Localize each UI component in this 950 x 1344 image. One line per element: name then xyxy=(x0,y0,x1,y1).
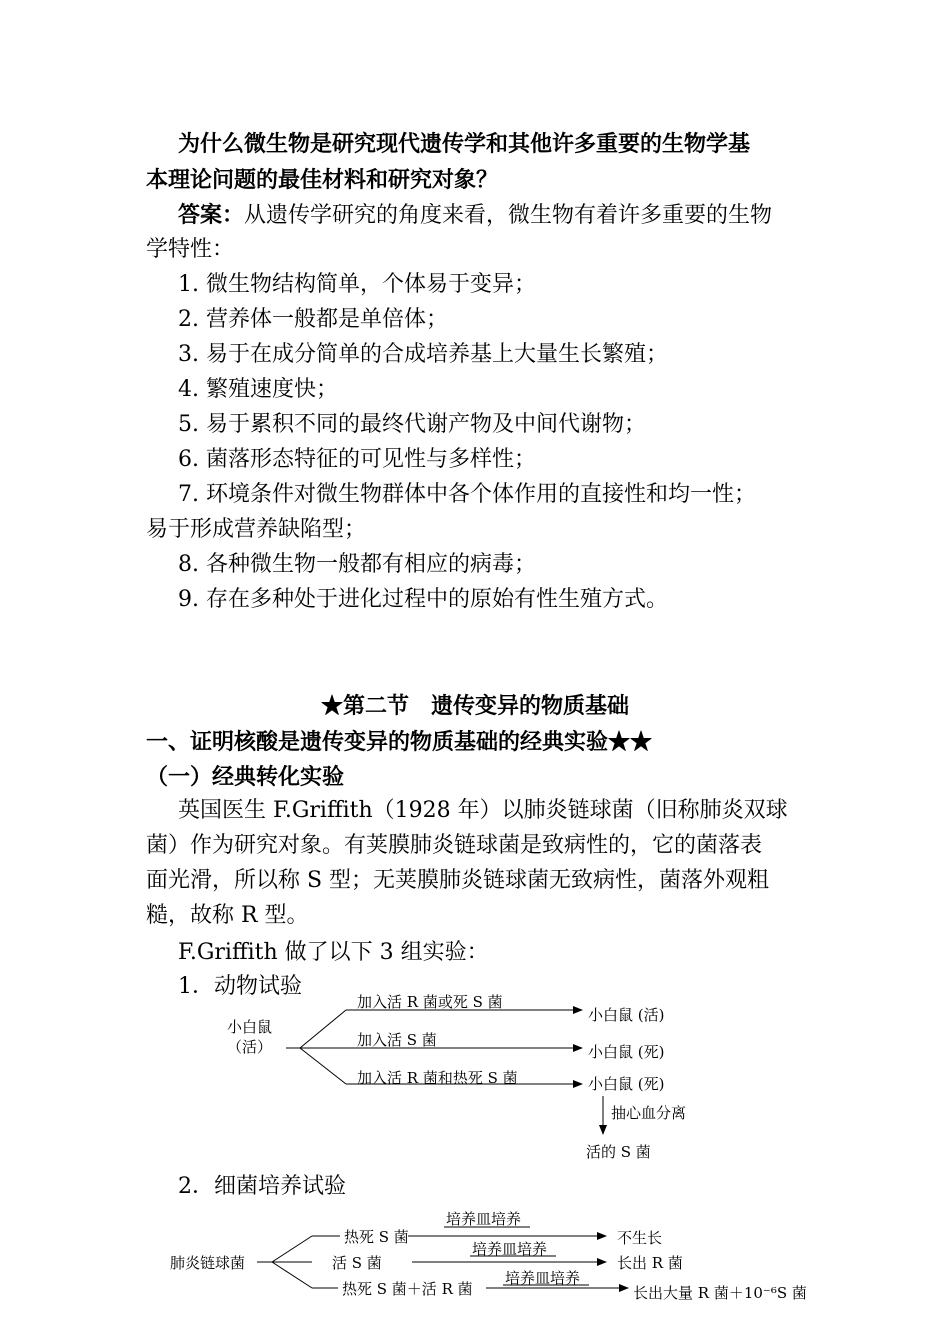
paragraph-line: 英国医生 F.Griffith（1928 年）以肺炎链球菌（旧称肺炎双球 xyxy=(178,798,788,823)
exp2-input: 热死 S 菌＋活 R 菌 xyxy=(342,1280,473,1298)
answer-label: 答案： xyxy=(178,202,245,228)
list-item: 9. 存在多种处于进化过程中的原始有性生殖方式。 xyxy=(178,587,668,612)
exp2-process: 培养皿培养 xyxy=(446,1210,522,1228)
exp1-branch-label: 加入活 S 菌 xyxy=(357,1031,437,1049)
exp2-title: 2．细菌培养试验 xyxy=(178,1174,346,1199)
list-item: 8. 各种微生物一般都有相应的病毒； xyxy=(178,552,536,577)
exp2-result: 不生长 xyxy=(617,1229,663,1247)
exp2-process: 培养皿培养 xyxy=(505,1269,581,1287)
question-line-2: 本理论问题的最佳材料和研究对象？ xyxy=(146,167,499,193)
answer-intro-line-2: 学特性： xyxy=(146,237,235,262)
list-item: 2. 营养体一般都是单倍体； xyxy=(178,307,448,332)
list-item: 3. 易于在成分简单的合成培养基上大量生长繁殖； xyxy=(178,342,668,367)
list-item: 5. 易于累积不同的最终代谢产物及中间代谢物； xyxy=(178,412,646,437)
exp1-result: 小白鼠 (死) xyxy=(588,1075,665,1093)
exp2-process: 培养皿培养 xyxy=(472,1240,548,1258)
paragraph-line: 菌）作为研究对象。有荚膜肺炎链球菌是致病性的，它的菌落表 xyxy=(146,833,763,858)
exp2-result: 长出大量 R 菌＋10⁻⁶S 菌 xyxy=(633,1284,807,1302)
list-item: 1. 微生物结构简单，个体易于变异； xyxy=(178,272,536,297)
list-item-continued: 易于形成营养缺陷型； xyxy=(146,517,367,542)
exp1-result: 小白鼠 (活) xyxy=(588,1006,665,1024)
list-item: 7. 环境条件对微生物群体中各个体作用的直接性和均一性； xyxy=(178,482,756,507)
exp1-extract-label: 抽心血分离 xyxy=(611,1104,687,1122)
paragraph-line: 面光滑，所以称 S 型；无荚膜肺炎链球菌无致病性，菌落外观粗 xyxy=(146,868,770,893)
exp2-input: 活 S 菌 xyxy=(332,1254,382,1272)
exp1-title: 1．动物试验 xyxy=(178,974,302,999)
question-line-1: 为什么微生物是研究现代遗传学和其他许多重要的生物学基 xyxy=(178,131,751,157)
exp1-final: 活的 S 菌 xyxy=(586,1143,651,1161)
heading-1: 一、证明核酸是遗传变异的物质基础的经典实验★★ xyxy=(146,729,653,755)
exp1-branch-label: 加入活 R 菌或死 S 菌 xyxy=(357,993,503,1011)
exp1-result: 小白鼠 (死) xyxy=(588,1043,665,1061)
exp1-branch-label: 加入活 R 菌和热死 S 菌 xyxy=(357,1069,518,1087)
list-item: 6. 菌落形态特征的可见性与多样性； xyxy=(178,447,536,472)
exp1-source-line-2: （活） xyxy=(227,1038,273,1056)
exp2-input: 热死 S 菌 xyxy=(344,1228,409,1246)
exp2-result: 长出 R 菌 xyxy=(617,1254,683,1272)
list-item: 4. 繁殖速度快； xyxy=(178,377,338,402)
answer-intro-text: 从遗传学研究的角度来看，微生物有着许多重要的生物 xyxy=(244,203,773,228)
experiments-intro: F.Griffith 做了以下 3 组实验： xyxy=(178,940,489,965)
paragraph-line: 糙，故称 R 型。 xyxy=(146,903,309,928)
heading-2: （一）经典转化实验 xyxy=(146,764,345,790)
exp2-source: 肺炎链球菌 xyxy=(170,1254,246,1272)
exp1-source-line-1: 小白鼠 xyxy=(227,1018,273,1036)
section-title: ★第二节 遗传变异的物质基础 xyxy=(320,693,629,719)
